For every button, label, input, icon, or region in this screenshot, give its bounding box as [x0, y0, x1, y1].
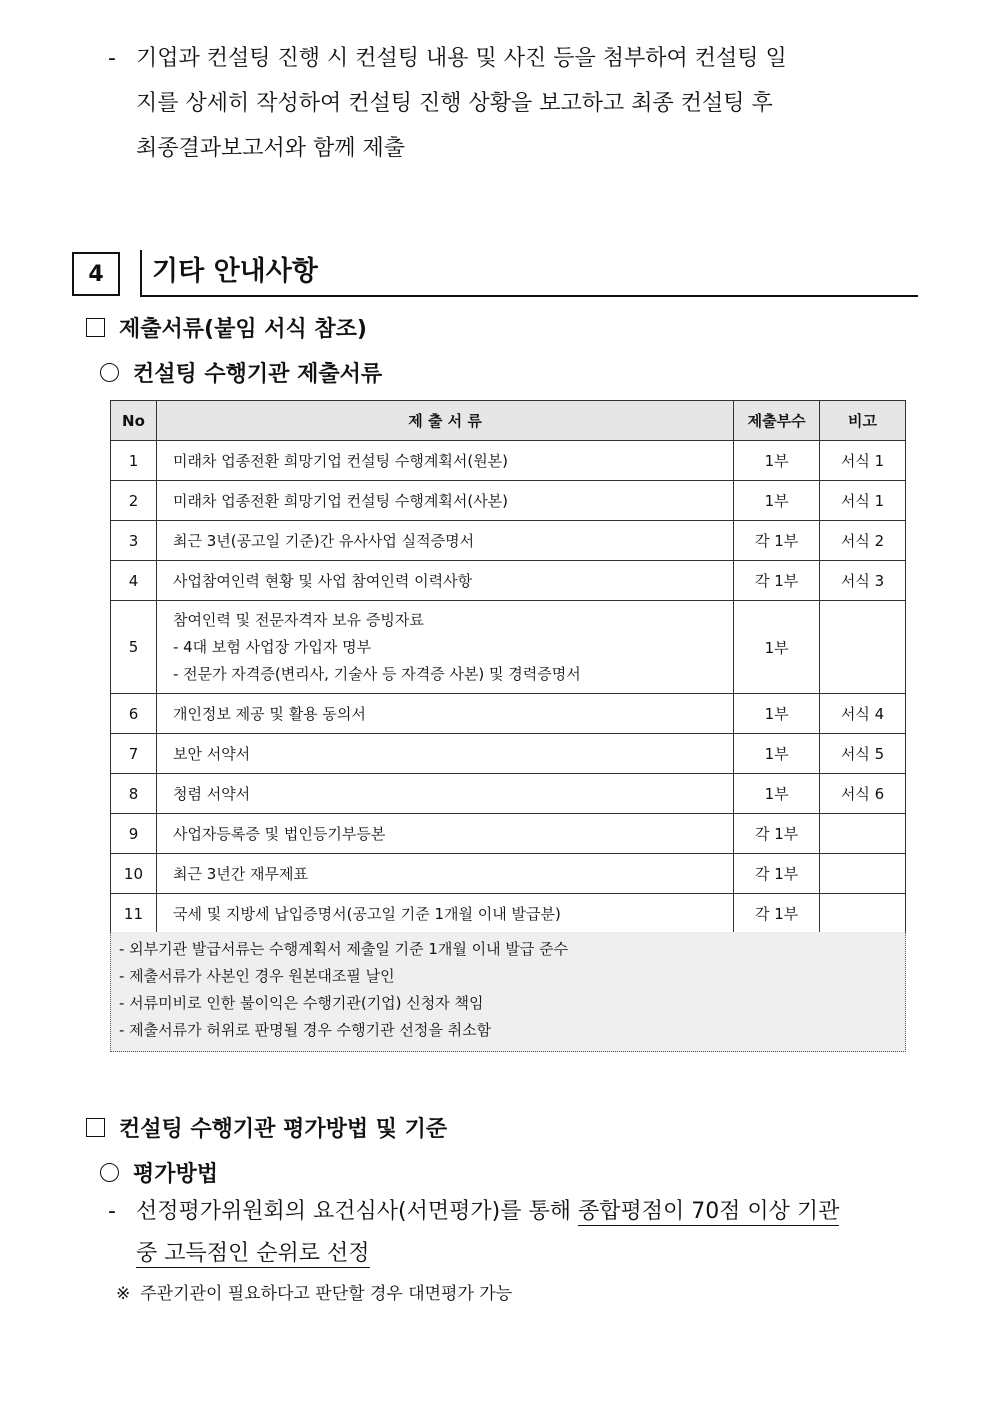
col-no-header: No [111, 401, 157, 441]
evaluation-heading [86, 1112, 447, 1143]
note-line: - 서류미비로 인한 불이익은 수행기관(기업) 신청자 책임 [119, 994, 484, 1012]
evaluation-text: 선정평가위원회의 요건심사(서면평가)를 통해 [136, 1199, 578, 1224]
table-row [111, 774, 906, 814]
row-note: 서식 6 [820, 774, 906, 814]
bullet-dash: - [108, 1199, 116, 1224]
row-copies: 1부 [734, 694, 820, 734]
intro-line-3: 최종결과보고서와 함께 제출 [136, 136, 406, 161]
row-doc: 최근 3년간 재무제표 [156, 854, 733, 894]
row-no: 4 [111, 561, 157, 601]
table-row [111, 441, 906, 481]
table-row [111, 481, 906, 521]
evaluation-subheading-text: 평가방법 [133, 1162, 219, 1187]
evaluation-underlined-1: 종합평점이 70점 이상 기관 [577, 1199, 840, 1224]
row-note: 서식 5 [820, 734, 906, 774]
row-copies: 각 1부 [734, 854, 820, 894]
note-line: - 제출서류가 허위로 판명될 경우 수행기관 선정을 취소함 [119, 1021, 492, 1039]
row-note: 서식 3 [820, 561, 906, 601]
row-no: 9 [111, 814, 157, 854]
row-copies: 각 1부 [734, 814, 820, 854]
row-copies: 각 1부 [734, 521, 820, 561]
row-doc: 최근 3년(공고일 기준)간 유사사업 실적증명서 [156, 521, 733, 561]
row-no: 1 [111, 441, 157, 481]
square-bullet-icon [86, 1118, 105, 1137]
section-number: 4 [72, 252, 120, 296]
row-no: 7 [111, 734, 157, 774]
evaluation-heading-text: 컨설팅 수행기관 평가방법 및 기준 [119, 1117, 448, 1142]
row-doc: 국세 및 지방세 납입증명서(공고일 기준 1개월 이내 발급분) [156, 894, 733, 934]
row-no: 10 [111, 854, 157, 894]
row-copies: 1부 [734, 441, 820, 481]
row-doc-sub-1: - 4대 보험 사업장 가입자 명부 [172, 637, 372, 656]
row-note: 서식 2 [820, 521, 906, 561]
row-no: 3 [111, 521, 157, 561]
row-no: 5 [111, 601, 157, 694]
row-doc: 미래차 업종전환 희망기업 컨설팅 수행계획서(원본) [156, 441, 733, 481]
table-row [111, 561, 906, 601]
row-note [820, 894, 906, 934]
table-row [111, 894, 906, 934]
reference-text: 주관기관이 필요하다고 판단할 경우 대면평가 가능 [140, 1284, 513, 1304]
reference-mark-icon: ※ [116, 1284, 131, 1304]
col-doc-header: 제 출 서 류 [156, 401, 733, 441]
section-title: 기타 안내사항 [140, 250, 918, 297]
submit-heading [86, 312, 367, 343]
note-line: - 외부기관 발급서류는 수행계획서 제출일 기준 1개월 이내 발급 준수 [119, 940, 569, 958]
table-row [111, 521, 906, 561]
row-doc: 청렴 서약서 [156, 774, 733, 814]
row-note [820, 814, 906, 854]
row-copies: 각 1부 [734, 561, 820, 601]
table-row [111, 854, 906, 894]
row-copies: 각 1부 [734, 894, 820, 934]
bullet-dash: - [108, 46, 116, 71]
row-doc: 미래차 업종전환 희망기업 컨설팅 수행계획서(사본) [156, 481, 733, 521]
row-note: 서식 1 [820, 441, 906, 481]
submit-heading-text: 제출서류(붙임 서식 참조) [119, 317, 367, 342]
evaluation-subheading [100, 1157, 218, 1188]
table-row [111, 694, 906, 734]
circle-bullet-icon [100, 363, 119, 382]
row-no: 8 [111, 774, 157, 814]
table-row [111, 601, 906, 694]
table-header-row [111, 401, 906, 441]
row-copies: 1부 [734, 774, 820, 814]
row-no: 6 [111, 694, 157, 734]
row-copies: 1부 [734, 601, 820, 694]
evaluation-underlined-2: 중 고득점인 순위로 선정 [136, 1241, 370, 1266]
table-row [111, 814, 906, 854]
row-copies: 1부 [734, 481, 820, 521]
row-doc: 개인정보 제공 및 활용 동의서 [156, 694, 733, 734]
row-no: 11 [111, 894, 157, 934]
submit-subheading-text: 컨설팅 수행기관 제출서류 [133, 362, 383, 387]
table-notes [110, 932, 906, 1052]
reference-note [116, 1279, 512, 1304]
row-doc-multi [156, 601, 733, 694]
intro-paragraph [108, 36, 918, 171]
row-doc: 사업참여인력 현황 및 사업 참여인력 이력사항 [156, 561, 733, 601]
row-doc: 보안 서약서 [156, 734, 733, 774]
intro-line-1: 기업과 컨설팅 진행 시 컨설팅 내용 및 사진 등을 첨부하여 컨설팅 일 [136, 46, 787, 71]
intro-line-2: 지를 상세히 작성하여 컨설팅 진행 상황을 보고하고 최종 컨설팅 후 [136, 91, 773, 116]
row-doc-sub-2: - 전문가 자격증(변리사, 기술사 등 자격증 사본) 및 경력증명서 [172, 664, 581, 683]
submit-subheading [100, 357, 382, 388]
table-row [111, 734, 906, 774]
note-line: - 제출서류가 사본인 경우 원본대조필 날인 [119, 967, 395, 985]
circle-bullet-icon [100, 1163, 119, 1182]
row-note [820, 601, 906, 694]
row-doc: 참여인력 및 전문자격자 보유 증빙자료 [172, 610, 424, 629]
documents-table [110, 400, 906, 934]
row-note: 서식 1 [820, 481, 906, 521]
col-copies-header: 제출부수 [734, 401, 820, 441]
row-copies: 1부 [734, 734, 820, 774]
row-doc: 사업자등록증 및 법인등기부등본 [156, 814, 733, 854]
row-note: 서식 4 [820, 694, 906, 734]
row-note [820, 854, 906, 894]
col-note-header: 비고 [820, 401, 906, 441]
row-no: 2 [111, 481, 157, 521]
evaluation-paragraph [108, 1191, 918, 1275]
square-bullet-icon [86, 318, 105, 337]
